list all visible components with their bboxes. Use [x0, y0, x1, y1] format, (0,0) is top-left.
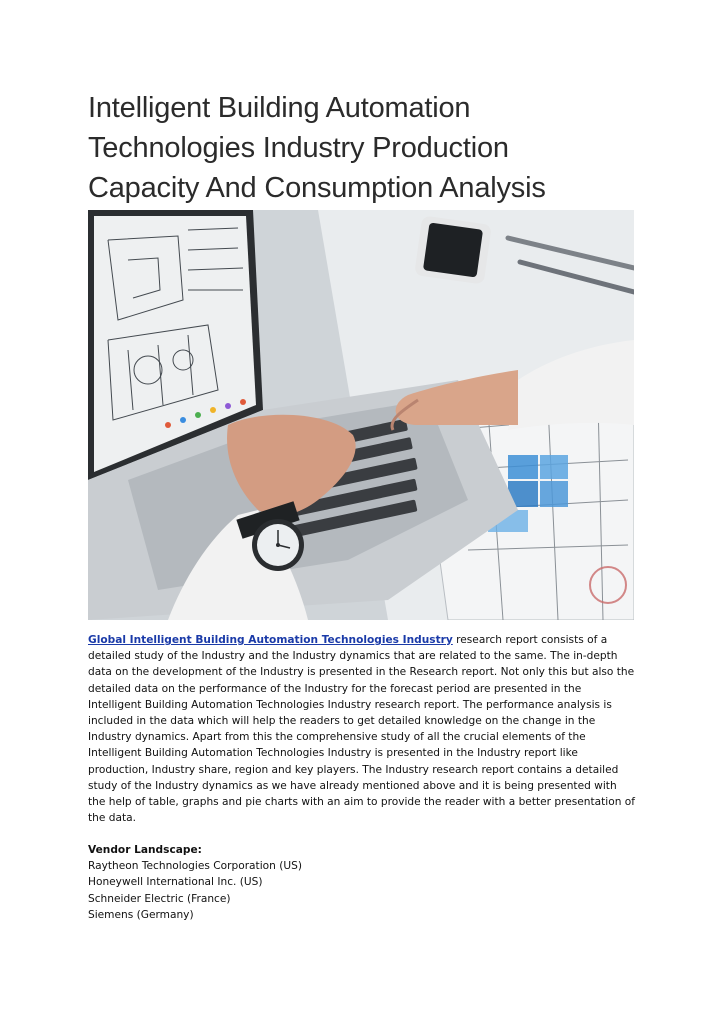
report-description — [88, 632, 636, 826]
vendor-item: Siemens (Germany) — [88, 908, 194, 921]
report-paragraph: research report consists of a detailed study of the Industry and the Industry dynamics that are related to the same. The in-depth data on the development of the Industry is presented in the Research report. Not only this but also the detailed data on the performance of the Industry for the forecast period are presented in the Intelligent Building Automation Technologies Industry research report. The performance analysis is included in the data which will help the readers to get detailed knowledge on the change in the Industry dynamics. Apart from this the comprehensive study of all the crucial elements of the Intelligent Building Automation Technologies Industry is presented in the Industry report like production, Industry share, region and key players. The Industry research report contains a detailed study of the Industry dynamics as we have already mentioned above and it is being presented with the help of table, graphs and pie charts with an aim to provide the reader with a better presentation of the data. — [88, 634, 636, 825]
vendor-item: Schneider Electric (France) — [88, 892, 231, 905]
title-line-2: Technologies Industry Production — [88, 132, 509, 164]
vendor-landscape — [88, 842, 636, 923]
vendor-heading: Vendor Landscape: — [88, 844, 202, 856]
vendor-item: Honeywell International Inc. (US) — [88, 876, 263, 889]
laptop-blueprint-illustration — [88, 210, 634, 620]
hero-photo — [88, 210, 634, 620]
vendor-item: Raytheon Technologies Corporation (US) — [88, 860, 302, 873]
report-link[interactable]: Global Intelligent Building Automation Technologies Industry — [88, 634, 453, 646]
title-line-3: Capacity And Consumption Analysis — [88, 172, 546, 204]
document-title — [88, 88, 648, 208]
title-line-1: Intelligent Building Automation — [88, 92, 471, 124]
vendor-list — [88, 858, 636, 923]
